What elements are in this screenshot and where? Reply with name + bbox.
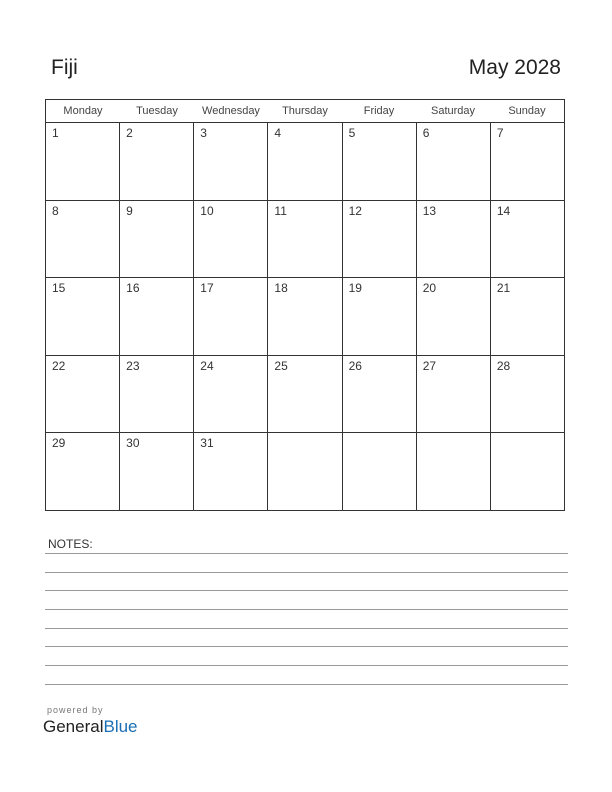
day-number: 30	[126, 436, 140, 451]
day-cell	[491, 356, 564, 433]
day-cell	[46, 433, 120, 511]
day-number: 9	[126, 203, 133, 218]
weekday-wednesday: Wednesday	[202, 105, 260, 117]
day-cell	[194, 123, 268, 200]
weekday-tuesday: Tuesday	[136, 105, 178, 117]
notes-line	[45, 684, 568, 685]
day-cell	[46, 123, 120, 200]
month-year-title: May 2028	[468, 56, 561, 79]
day-cell	[343, 433, 417, 511]
logo-general-text: General	[43, 717, 104, 736]
week-row-2	[46, 201, 564, 279]
day-number: 21	[496, 281, 511, 296]
day-number: 25	[274, 358, 288, 373]
day-cell	[194, 433, 268, 511]
weekday-header-row	[46, 100, 564, 123]
day-cell	[343, 356, 417, 433]
weekday-monday: Monday	[63, 105, 103, 117]
day-cell	[120, 356, 194, 433]
day-number: 1	[52, 126, 59, 140]
day-number: 24	[200, 358, 214, 373]
day-number: 6	[422, 126, 430, 140]
day-cell	[491, 433, 564, 511]
day-number: 4	[274, 126, 282, 140]
day-number: 23	[126, 358, 140, 373]
logo-blue-text: Blue	[103, 717, 138, 736]
day-cell	[120, 201, 194, 278]
day-number: 3	[200, 126, 207, 140]
country-title: Fiji	[51, 56, 78, 79]
day-cell	[491, 278, 564, 355]
day-cell	[120, 278, 194, 355]
day-number: 20	[422, 281, 437, 296]
day-number: 5	[348, 126, 356, 140]
day-cell	[46, 278, 120, 355]
week-row-4	[46, 356, 564, 434]
weekday-thursday: Thursday	[282, 105, 328, 117]
day-cell	[417, 123, 491, 200]
day-cell	[417, 356, 491, 433]
day-number: 15	[52, 281, 66, 296]
day-cell	[343, 201, 417, 278]
day-cell	[120, 433, 194, 511]
day-cell	[194, 356, 268, 433]
powered-by-text: powered by	[47, 705, 104, 715]
day-number: 29	[52, 436, 66, 451]
day-cell	[194, 201, 268, 278]
day-cell	[46, 356, 120, 433]
notes-line	[45, 553, 568, 554]
day-cell	[417, 278, 491, 355]
day-number: 18	[274, 281, 288, 296]
day-number: 11	[274, 203, 287, 218]
day-cell	[268, 278, 342, 355]
notes-line	[45, 665, 568, 666]
day-number: 19	[348, 281, 362, 296]
day-cell	[268, 356, 342, 433]
day-cell	[491, 123, 564, 200]
day-cell	[194, 278, 268, 355]
day-number: 17	[200, 281, 214, 296]
day-number: 2	[126, 126, 133, 140]
day-number: 16	[126, 281, 140, 296]
day-number: 31	[200, 436, 214, 451]
weekday-sunday: Sunday	[508, 105, 546, 117]
notes-line	[45, 628, 568, 629]
day-number: 13	[422, 203, 437, 218]
notes-line	[45, 572, 568, 573]
day-number: 10	[200, 203, 214, 218]
day-cell	[268, 433, 342, 511]
day-number: 26	[348, 358, 362, 373]
generalblue-logo[interactable]	[43, 717, 138, 737]
day-cell	[46, 201, 120, 278]
day-number: 22	[52, 358, 66, 373]
day-cell	[343, 123, 417, 200]
day-cell	[491, 201, 564, 278]
calendar-grid	[45, 99, 565, 511]
day-cell	[417, 201, 491, 278]
notes-label: NOTES:	[48, 537, 93, 551]
notes-line	[45, 609, 568, 610]
week-row-1	[46, 123, 564, 201]
week-row-5	[46, 433, 564, 511]
day-cell	[343, 278, 417, 355]
day-number: 12	[348, 203, 362, 218]
day-cell	[268, 123, 342, 200]
day-number: 7	[496, 126, 504, 140]
day-cell	[268, 201, 342, 278]
day-number: 28	[496, 358, 511, 373]
day-number: 27	[422, 358, 437, 373]
notes-line	[45, 646, 568, 647]
weekday-friday: Friday	[363, 105, 395, 117]
week-row-3	[46, 278, 564, 356]
weekday-saturday: Saturday	[430, 105, 476, 117]
day-number: 14	[496, 203, 511, 218]
day-number: 8	[52, 203, 59, 218]
day-cell	[417, 433, 491, 511]
notes-line	[45, 590, 568, 591]
day-cell	[120, 123, 194, 200]
